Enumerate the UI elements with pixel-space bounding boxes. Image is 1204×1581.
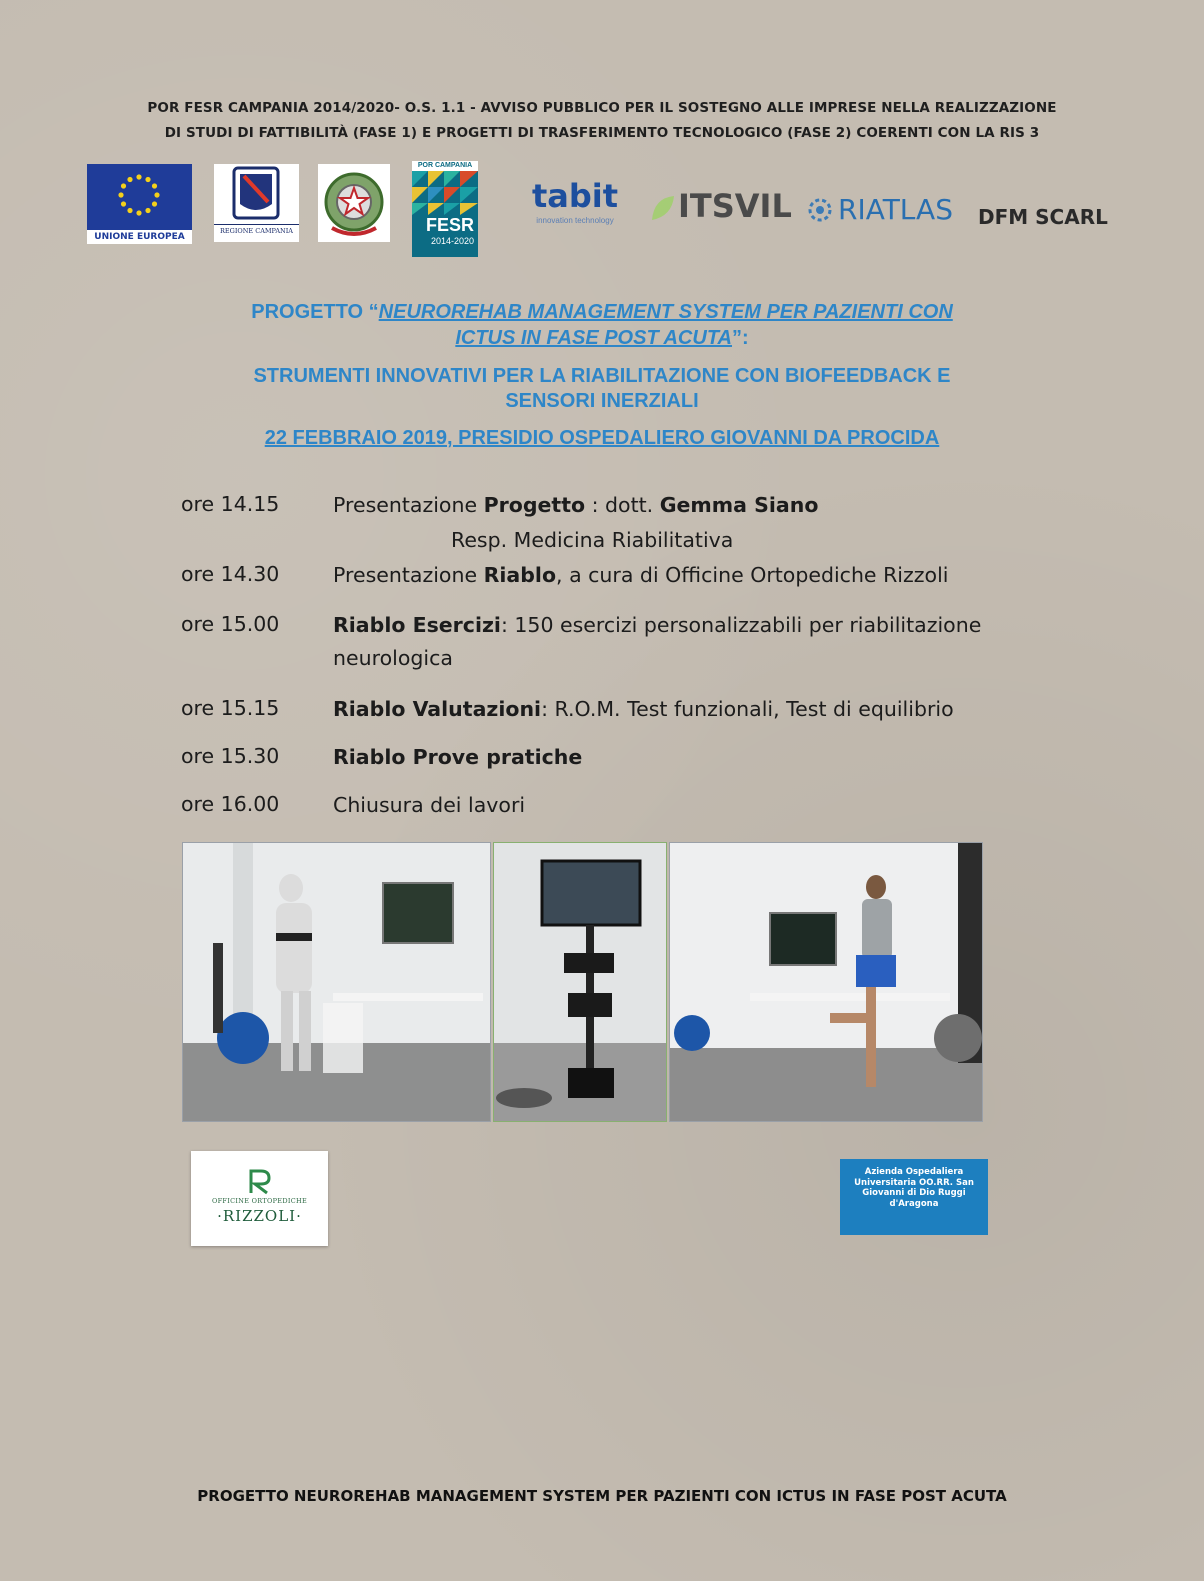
tabit-wordmark: tabit (531, 177, 619, 215)
title-suffix: ”: (732, 327, 749, 349)
rizzoli-main-label: ·RIZZOLI· (217, 1207, 302, 1225)
rizzoli-logo (191, 1151, 328, 1246)
desc-bold: Progetto (483, 493, 586, 517)
balance-exercise-image (670, 843, 982, 1121)
regione-label: REGIONE CAMPANIA (214, 224, 299, 237)
fesr-years-label: 2014-2020 (430, 236, 474, 246)
itsvil-leaf-icon (648, 192, 678, 224)
desc-text: Chiusura dei lavori (333, 793, 526, 817)
riatlas-logo (806, 192, 953, 232)
header-line-1: POR FESR CAMPANIA 2014/2020- O.S. 1.1 - AVVISO PUBBLICO PER IL SOSTEGNO ALLE IMPRESE NELLA REALIZZAZIONE (147, 100, 1057, 116)
desc-text: , a cura di Officine Ortopediche Rizzoli (556, 563, 949, 587)
title-italic-line-2: ICTUS IN FASE POST ACUTA (455, 327, 732, 349)
desc-text: Presentazione (333, 493, 484, 517)
schedule-time: ore 14.15 (181, 492, 280, 516)
event-date-line (0, 426, 1204, 451)
desc-bold: Gemma Siano (659, 493, 819, 517)
riatlas-wordmark: RIATLAS (838, 193, 953, 226)
tabit-sub: innovation technology (536, 216, 614, 225)
repubblica-italiana-emblem (318, 164, 390, 242)
title-prefix: PROGETTO “ (251, 301, 379, 323)
speaker-role: Resp. Medicina Riabilitativa (451, 528, 734, 552)
riablo-station-image (494, 843, 666, 1121)
schedule-time: ore 16.00 (181, 792, 280, 816)
schedule-desc (333, 693, 1003, 726)
fesr-triangles-icon (412, 171, 478, 215)
rizzoli-r-icon (245, 1167, 275, 1195)
regione-campania-logo (214, 164, 299, 242)
footer-project-line: PROGETTO NEUROREHAB MANAGEMENT SYSTEM PER PAZIENTI CON ICTUS IN FASE POST ACUTA (197, 1487, 1007, 1505)
schedule-time: ore 15.30 (181, 744, 280, 768)
desc-bold: Riablo Esercizi (333, 613, 501, 637)
schedule (181, 492, 1011, 832)
schedule-time: ore 15.00 (181, 612, 280, 636)
schedule-time: ore 14.30 (181, 562, 280, 586)
event-date-text: 22 FEBBRAIO 2019, PRESIDIO OSPEDALIERO GIOVANNI DA PROCIDA (264, 427, 940, 449)
rehab-scene-image (183, 843, 490, 1121)
riatlas-star-icon (806, 196, 834, 224)
fesr-main-label: FESR (425, 215, 474, 235)
subtitle-line-2: SENSORI INERZIALI (505, 390, 699, 412)
rizzoli-top-label: OFFICINE ORTOPEDICHE (211, 1197, 307, 1205)
photo-rehab-room-2 (669, 842, 983, 1122)
desc-text: Presentazione (333, 563, 484, 587)
schedule-desc (333, 489, 1003, 522)
project-title-line-1 (0, 300, 1204, 325)
hospital-label: Azienda Ospedaliera Universitaria OO.RR. San Giovanni di Dio Ruggi d'Aragona (854, 1167, 974, 1209)
project-title-line-2 (0, 326, 1204, 351)
eu-label: UNIONE EUROPEA (94, 232, 185, 242)
fesr-top-label: POR CAMPANIA (412, 161, 478, 171)
schedule-desc (333, 559, 1003, 592)
eu-stars-icon (87, 164, 192, 230)
italian-emblem-icon (318, 164, 390, 242)
schedule-desc (333, 741, 1003, 774)
itsvil-wordmark: ITSVIL (678, 187, 792, 225)
desc-text: : 150 esercizi personalizzabili per riabilitazione neurologica (333, 613, 982, 670)
itsvil-logo (648, 186, 790, 236)
desc-bold: Riablo Prove pratiche (333, 745, 583, 769)
por-fesr-logo (412, 161, 478, 257)
desc-bold: Riablo Valutazioni (333, 697, 542, 721)
tabit-logo (518, 178, 632, 234)
subtitle-line-1: STRUMENTI INNOVATIVI PER LA RIABILITAZIONE CON BIOFEEDBACK E (253, 365, 951, 387)
eu-flag-logo (87, 164, 192, 244)
desc-text: : R.O.M. Test funzionali, Test di equilibrio (541, 697, 954, 721)
schedule-desc (333, 789, 1003, 822)
schedule-desc (333, 609, 1003, 675)
photo-rehab-room-1 (182, 842, 491, 1122)
desc-text: : dott. (585, 493, 660, 517)
regione-shield-icon (214, 164, 299, 224)
dfm-scarl-label: DFM SCARL (978, 205, 1108, 229)
desc-bold: Riablo (483, 563, 557, 587)
header-line-2: DI STUDI DI FATTIBILITÀ (FASE 1) E PROGETTI DI TRASFERIMENTO TECNOLOGICO (FASE 2) COERENTI CON LA RIS 3 (164, 125, 1040, 141)
schedule-time: ore 15.15 (181, 696, 280, 720)
title-italic-line-1: NEUROREHAB MANAGEMENT SYSTEM PER PAZIENTI CON (378, 301, 953, 323)
hospital-logo (840, 1159, 988, 1235)
photo-riablo-station (493, 842, 667, 1122)
